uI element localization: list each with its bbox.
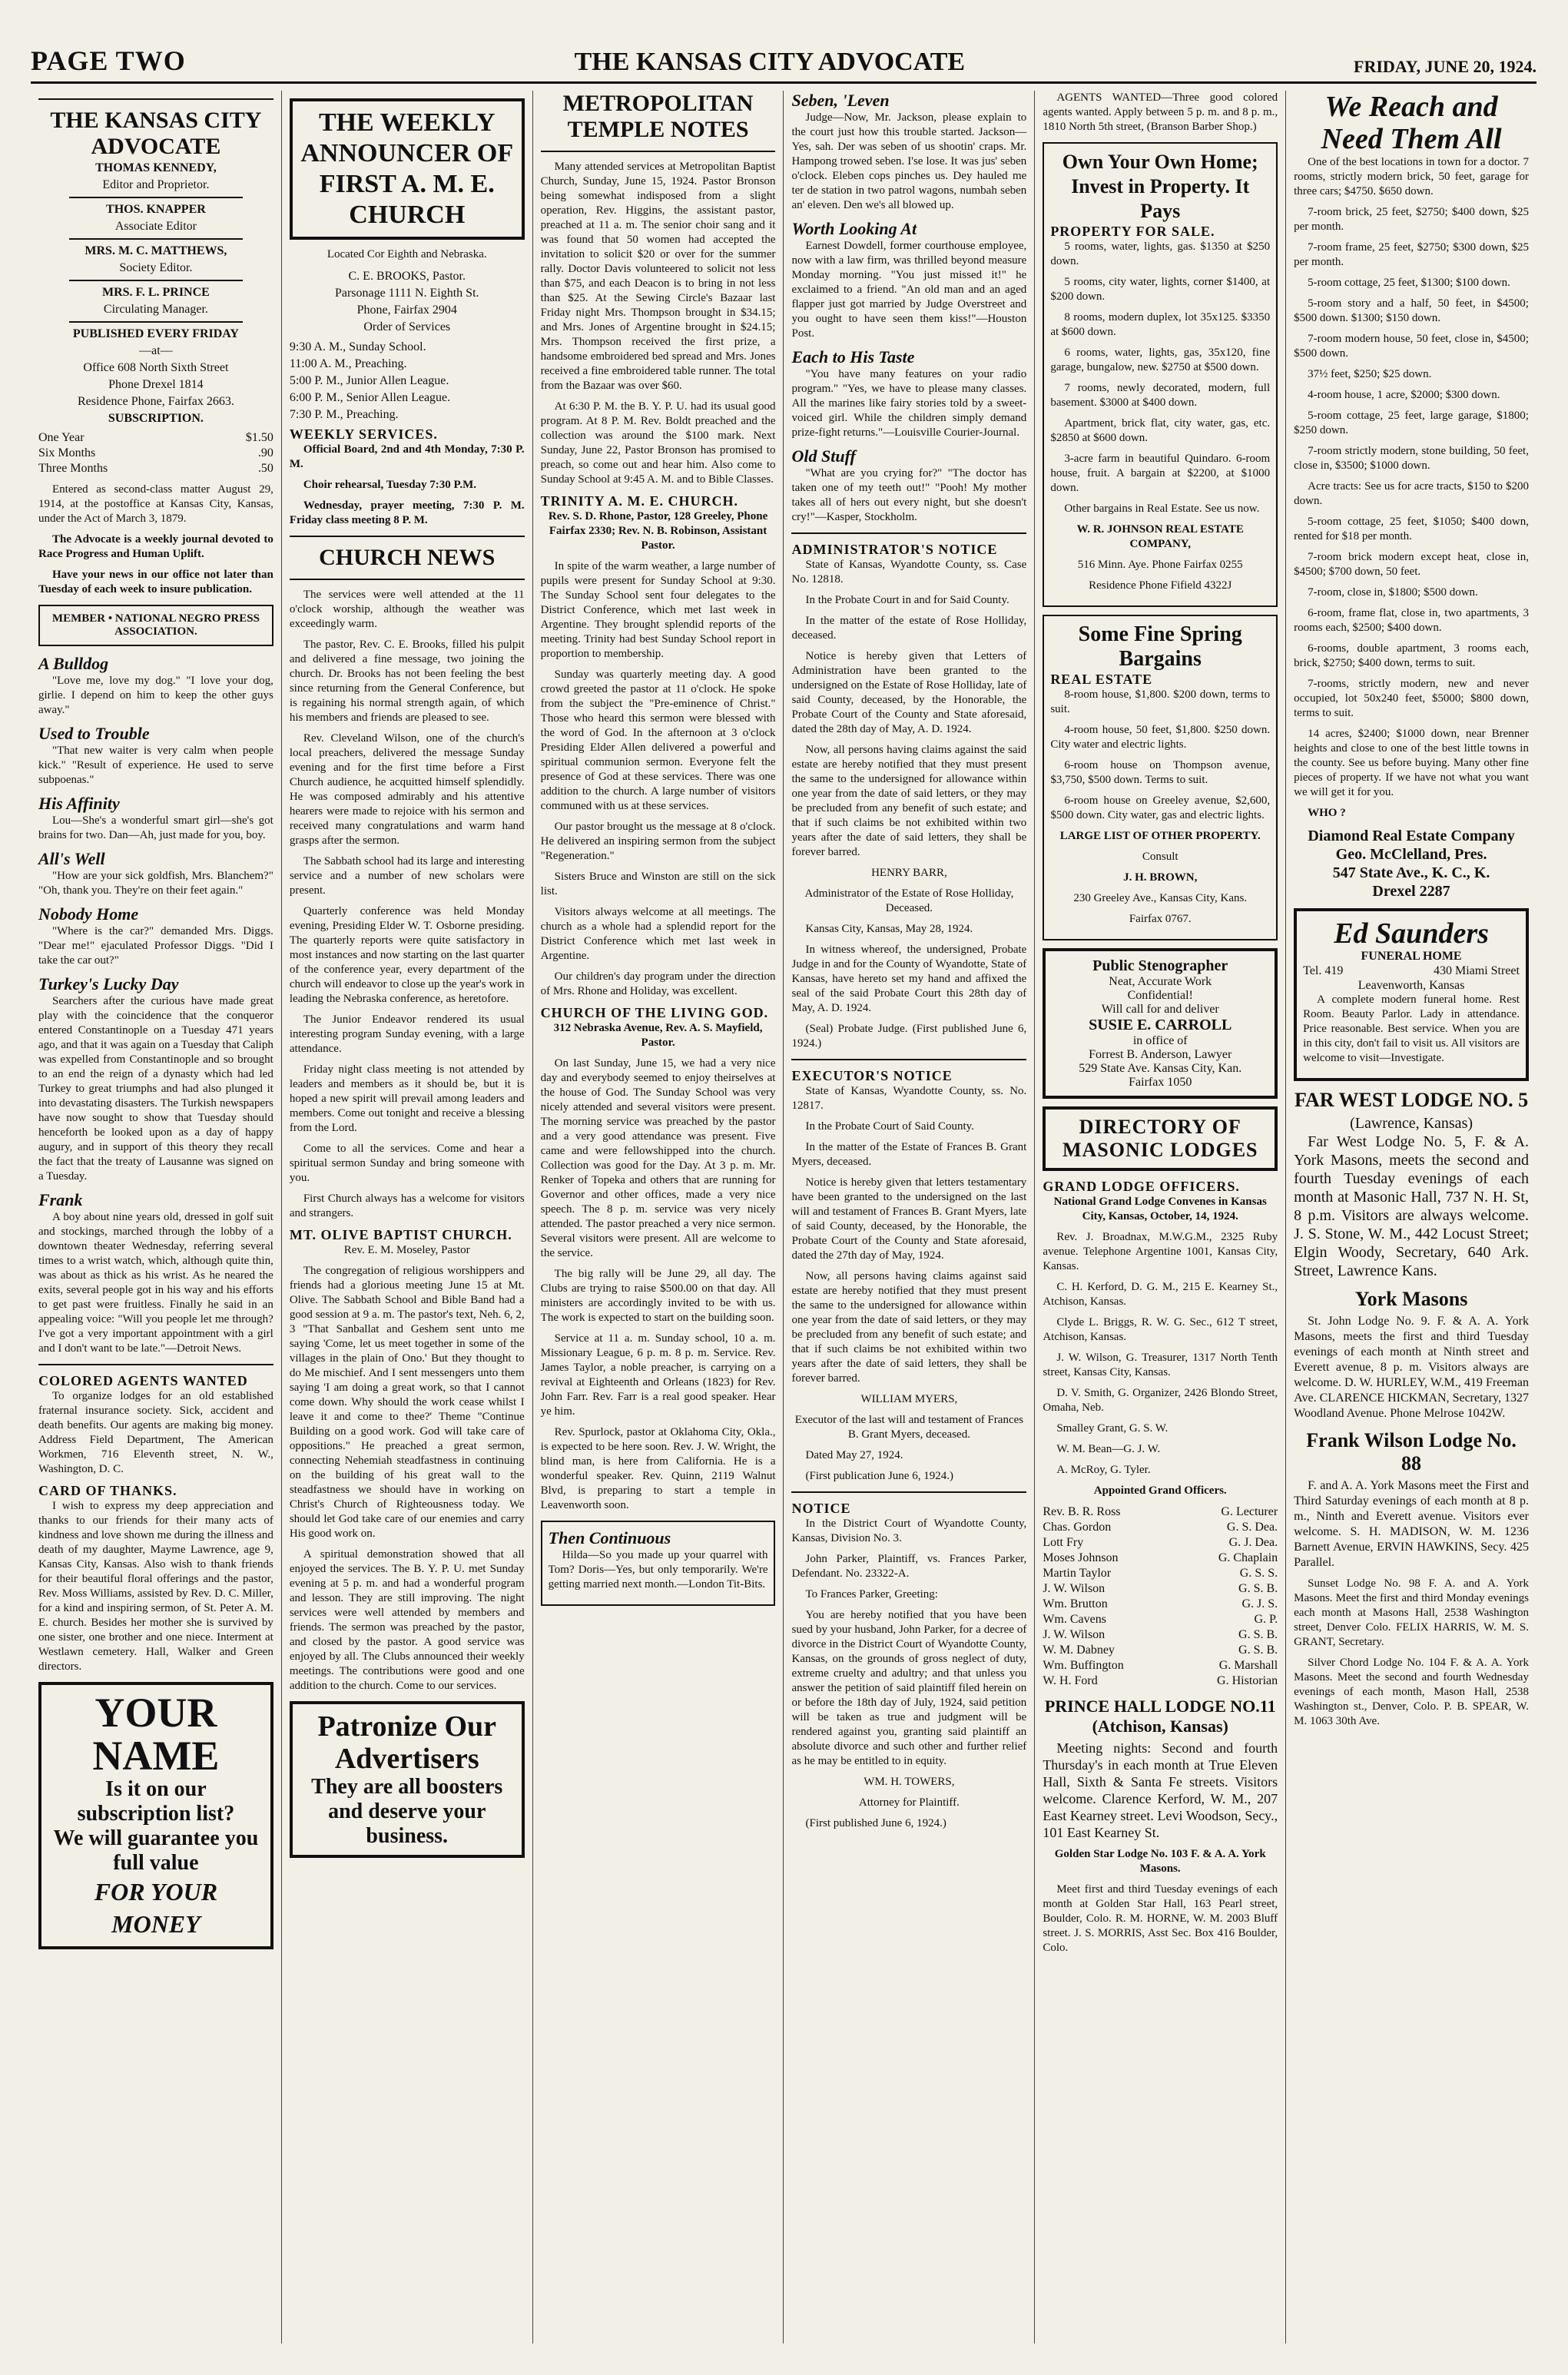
joke-heading: Used to Trouble	[38, 724, 150, 743]
joke-text: "That new waiter is very calm when people kick." "Result of experience. He used to serve subpoenas."	[38, 745, 273, 786]
paper-title: THE KANSAS CITY ADVOCATE	[50, 108, 262, 159]
church-location: Located Cor Eighth and Nebraska.	[327, 248, 487, 260]
far-west-heading: FAR WEST LODGE NO. 5	[1294, 1089, 1529, 1111]
exec-signature: Executor of the last will and testament of Frances B. Grant Myers, deceased.	[794, 1414, 1024, 1441]
officer-name: Lott Fry	[1043, 1536, 1084, 1549]
officer-name: J. W. Wilson	[1043, 1628, 1106, 1641]
property-ad	[1043, 142, 1278, 607]
officer-role: G. J. Dea.	[1228, 1536, 1278, 1549]
staff-line: Circulating Manager.	[103, 303, 208, 316]
brown-line: 230 Greeley Ave., Kansas City, Kans.	[1073, 892, 1248, 904]
staff-line: Associate Editor	[114, 220, 197, 233]
continuous-box	[541, 1521, 776, 1606]
info-line: C. E. BROOKS, Pastor.	[348, 270, 466, 283]
trinity-paragraph: Visitors always welcome at all meetings. The church as a whole had a splendid report for the District Conference which met last week in Argentine.	[540, 906, 776, 962]
frank-wilson-text: F. and A. A. York Masons meet the First and Third Saturday evenings of each month at 8 p. m., Ninth and Everett avenue. Visitors ever welcome. S. H. MADISON, W. M. 1236 Barnett Avenue, ERVIN HAWKINS, Secy. 425 Parallel.	[1294, 1479, 1529, 1569]
far-west-text: Far West Lodge No. 5, F. & A. York Masons, meets the second and fourth Tuesday evenings of each month at Masonic Hall, 737 N. H. St, 8 p.m. Visitors are always welcome. J. S. Stone, W. M., 442 Locust Street; Elgin Woody, Secretary, 640 Ark. Street, Lawrence Kans.	[1294, 1133, 1529, 1279]
sale-item: Apartment, brick flat, city water, gas, etc. $2850 at $600 down.	[1050, 417, 1271, 444]
re-item: 8-room house, $1,800. $200 down, terms to suit.	[1050, 688, 1271, 715]
seben-heading: Seben, 'Leven	[791, 91, 890, 110]
prince-hall-text: Meeting nights: Second and fourth Thursday's in each month at True Eleven Hall, Sixth & Santa Fe streets. Visitors welcome. Clarence Kerford, W. M., 207 East Kearney street. Levi Woodson, Secy., 101 East Kearney St.	[1043, 1740, 1278, 1840]
reach-item: Acre tracts: See us for acre tracts, $150 to $200 down.	[1294, 480, 1529, 507]
subscription-heading: SUBSCRIPTION.	[108, 412, 204, 425]
sub-price: $1.50	[245, 431, 273, 444]
officer-role: G. Lecturer	[1221, 1505, 1278, 1518]
worth-text: Earnest Dowdell, former courthouse employee, now with a law firm, was thrilled beyond measure Monday morning. "You just missed it!" he exclaimed to a friend. "An old man and an aged flapper just got married by Judge Overstreet and you ought to have seen them kiss!"—Houston Post.	[791, 240, 1027, 340]
officer-line: C. H. Kerford, D. G. M., 215 E. Kearney St., Atchison, Kansas.	[1043, 1281, 1278, 1308]
saunders-sub: FUNERAL HOME	[1361, 950, 1462, 963]
trinity-paragraph: Sunday was quarterly meeting day. A good crowd greeted the pastor at 11 o'clock. He spoke from the subject the "Pre-eminence of Christ." Those who heard this sermon were blessed with the word of God. In the afternoon at 3 o'clock Presiding Elder Allen delivered a powerful and spiritual communion sermon. Everyone felt the presence of God at these services. There was one addition to the church. A large number of visitors communed with us at these services.	[540, 668, 776, 812]
notice-signature: Attorney for Plaintiff.	[858, 1796, 960, 1809]
brown-line: J. H. BROWN,	[1123, 871, 1198, 884]
joke-heading: All's Well	[38, 849, 105, 868]
sale-item: 7 rooms, newly decorated, modern, full basement. $3000 at $400 down.	[1050, 382, 1271, 409]
column-5	[1035, 91, 1286, 2343]
news-paragraph: The Sabbath school had its large and interesting service and a number of new scholars were present.	[289, 855, 525, 897]
ad-line: YOUR NAME	[92, 1690, 220, 1779]
reach-item: 5-room cottage, 25 feet, large garage, $1800; $250 down.	[1294, 410, 1529, 436]
joke-heading: A Bulldog	[38, 654, 109, 673]
own-home-heading: Own Your Own Home; Invest in Property. It Pays	[1062, 151, 1258, 222]
trinity-heading: TRINITY A. M. E. CHURCH.	[540, 493, 739, 509]
officer-name: Chas. Gordon	[1043, 1521, 1112, 1534]
saunders-addr: 430 Miami Street	[1433, 964, 1520, 977]
agents-wanted: AGENTS WANTED—Three good colored agents wanted. Apply between 5 p. m. and 8 p. m., 1810 North 5th street, (Branson Barber Shop.)	[1043, 91, 1278, 133]
steno-line: Confidential!	[1127, 989, 1193, 1002]
brown-line: LARGE LIST OF OTHER PROPERTY.	[1059, 830, 1261, 842]
thanks-text: I wish to express my deep appreciation and thanks to our friends for their many acts of kindness and love shown me during the illness and death of my daughter, Mayme Lawrence, age 9, Kansas City, Kansas. Also wish to thank friends for their beautiful floral offerings and the pastor, Rev. Moss Williams, assisted by Rev. D. C. Miller, for a kind and inspiring sermon, of St. Peter A. M. E. church. Besides her mother she is survived by one sister, one brother and one niece. Interment at Westlawn cemetery. Hall, Walker and Green directors.	[38, 1500, 273, 1673]
officer-role: G. J. S.	[1241, 1597, 1278, 1610]
metro-heading: METROPOLITAN TEMPLE NOTES	[562, 91, 754, 142]
exec-paragraph: State of Kansas, Wyandotte County, ss. No. 12817.	[791, 1085, 1027, 1112]
officer-line: J. W. Wilson, G. Treasurer, 1317 North Tenth street, Kansas City, Kansas.	[1043, 1352, 1278, 1378]
agents-text: To organize lodges for an old established fraternal insurance society. Sick, accident and death benefits. Our agents are making big money. Address Field Department, The American Workmen, 716 Eleventh street, N. W., Washington, D. C.	[38, 1390, 273, 1475]
appointed-list	[1043, 1504, 1278, 1689]
metro-paragraph: Many attended services at Metropolitan Baptist Church, Sunday, June 15, 1924. Pastor Bronson being somewhat indisposed from a slight operation, Rev. Higgins, the assistant pastor, preached at 11 a. m. The senior choir sang and it was found that 50 women had accepted the invitation to solicit $20 or over for the summer rally. Doctor Davis volunteered to solicit not less than $75, and each Deacon is to bring in not less than $25. At the Sewing Circle's Bazaar last Friday night Mrs. Thompson brought in $34.15; and Mrs. Jones of Argentine brought in $24.15; Mrs. Thompson received the first prize, a handsome embroidered bed spread and Mrs. Jones received a fine embroidered table runner. The total from the Bazaar was over $60.	[540, 161, 776, 392]
diamond-line: Drexel 2287	[1372, 883, 1450, 900]
staff-line: MRS. F. L. PRINCE	[101, 286, 210, 299]
service-line: 5:00 P. M., Junior Allen League.	[289, 374, 449, 387]
steno-line: Fairfax 1050	[1129, 1076, 1192, 1089]
admin-paragraph: Now, all persons having claims against the said estate are hereby notified that they must present the same to the undersigned for allowance within one year from the date of said letters, or they may be precluded from any benefit of such estate; and that if such claims be not exhibited within two years after the date of said letters, they shall be forever barred.	[791, 744, 1027, 858]
olive-heading: MT. OLIVE BAPTIST CHURCH.	[289, 1227, 512, 1242]
reach-item: 7-room brick modern except heat, close in, $4500; $700 down, 50 feet.	[1294, 551, 1529, 578]
staff-line: Society Editor.	[119, 261, 193, 274]
trinity-paragraph: Our children's day program under the direction of Mrs. Rhone and Holiday, was excellent.	[540, 970, 776, 997]
trinity-paragraph: Our pastor brought us the message at 8 o'clock. He delivered an inspiring sermon from the subject "Regeneration."	[540, 821, 776, 862]
officer-role: G. P.	[1254, 1613, 1278, 1626]
exec-signature: Dated May 27, 1924.	[805, 1449, 903, 1461]
living-paragraph: Rev. Spurlock, pastor at Oklahoma City, Okla., is expected to be here soon. Rev. J. W. Wright, the blind man, is here from California. He is a wonderful speaker. Rev. Quinn, 2119 Walnut Blvd, is preparing to start a temple in Leavenworth soon.	[540, 1426, 776, 1511]
reach-item: 7-rooms, strictly modern, new and never occupied, lot 50x240 feet, $5000; $800 down, terms to suit.	[1294, 678, 1529, 719]
exec-signature: WILLIAM MYERS,	[860, 1393, 958, 1405]
sub-price: .90	[257, 446, 273, 459]
brown-line: Fairfax 0767.	[1129, 913, 1192, 925]
subscription-ad	[38, 1682, 273, 1949]
joke-heading: Nobody Home	[38, 904, 139, 924]
officer-role: G. S. S.	[1239, 1567, 1278, 1580]
admin-heading: ADMINISTRATOR'S NOTICE	[791, 542, 998, 557]
appointed-heading: Appointed Grand Officers.	[1093, 1484, 1227, 1497]
reach-item: 6-room, frame flat, close in, two apartments, 3 rooms each, $2500; $400 down.	[1294, 607, 1529, 634]
joke-text: "How are your sick goldfish, Mrs. Blanchem?" "Oh, thank you. They're on their feet again."	[38, 870, 273, 897]
sale-item: 3-acre farm in beautiful Quindaro. 6-room house, fruit. A bargain at $2200, at $1000 down.	[1050, 453, 1271, 494]
re-item: 6-room house on Thompson avenue, $3,750, $500 down. Terms to suit.	[1050, 759, 1271, 786]
steno-line: Public Stenographer	[1092, 957, 1228, 974]
sale-item: 5 rooms, water, lights, gas. $1350 at $250 down.	[1050, 240, 1271, 267]
weekly-statement: The Advocate is a weekly journal devoted to Race Progress and Human Uplift.	[38, 533, 273, 560]
weekly-line: Choir rehearsal, Tuesday 7:30 P.M.	[303, 479, 476, 491]
sub-label: Three Months	[38, 462, 108, 475]
sub-label: Six Months	[38, 446, 96, 459]
ad-line: We will guarantee you full value	[53, 1826, 259, 1875]
admin-signature: Kansas City, Kansas, May 28, 1924.	[805, 923, 973, 935]
stenographer-ad	[1043, 948, 1278, 1099]
officer-name: Wm. Buffington	[1043, 1659, 1124, 1672]
newspaper-page	[31, 31, 1537, 2343]
reach-item: 7-room, close in, $1800; $500 down.	[1308, 586, 1478, 599]
announcer-header	[290, 98, 525, 240]
news-paragraph: First Church always has a welcome for visitors and strangers.	[289, 1192, 525, 1219]
admin-signature: Administrator of the Estate of Rose Holliday, Deceased.	[804, 887, 1014, 914]
paper-name: THE KANSAS CITY ADVOCATE	[574, 48, 966, 76]
admin-witness: In witness whereof, the undersigned, Probate Judge in and for the County of Wyandotte, State of Kansas, have hereto set my hand and affixed the seal of the said Probate Court this 28th day of May, A. D. 1924.	[791, 944, 1027, 1014]
reach-heading: We Reach and Need Them All	[1321, 91, 1502, 155]
column-1	[31, 91, 282, 2343]
reach-item: 7-room strictly modern, stone building, 50 feet, close in, $3500; $1000 down.	[1294, 445, 1529, 472]
staff-line: MRS. M. C. MATTHEWS,	[85, 244, 227, 257]
notice-paragraph: John Parker, Plaintiff, vs. Frances Parker, Defendant. No. 23322-A.	[791, 1553, 1027, 1580]
officer-name: Wm. Cavens	[1043, 1613, 1106, 1626]
service-line: 7:30 P. M., Preaching.	[289, 408, 399, 421]
patronize-ad	[290, 1701, 525, 1858]
ad-line: Patronize Our	[317, 1710, 496, 1743]
johnson-line: 516 Minn. Aye. Phone Fairfax 0255	[1077, 559, 1243, 571]
golden-star-heading: Golden Star Lodge No. 103 F. & A. A. York Masons.	[1054, 1848, 1266, 1875]
living-paragraph: The big rally will be June 29, all day. The Clubs are trying to raise $500.00 on that day. All ministers are accordingly invited to be with us. The work is expected to start on the building soon.	[540, 1268, 776, 1324]
staff-list	[38, 160, 273, 427]
reach-item: 7-room modern house, 50 feet, close in, $4500; $500 down.	[1294, 333, 1529, 360]
continuous-text: Hilda—So you made up your quarrel with Tom? Doris—Yes, but only temporarily. We're getting married next month.—London Tit-Bits.	[548, 1549, 768, 1591]
officer-line: Clyde L. Briggs, R. W. G. Sec., 612 T street, Atchison, Kansas.	[1043, 1316, 1278, 1343]
column-6	[1286, 91, 1537, 2343]
re-item: 6-room house on Greeley avenue, $2,600, $500 down. City water, gas and electric lights.	[1050, 794, 1271, 821]
ad-line: Advertisers	[334, 1743, 479, 1775]
reach-item: 5-room story and a half, 50 feet, in $4500; $500 down. $1300; $150 down.	[1294, 297, 1529, 324]
olive-paragraph: A spiritual demonstration showed that all enjoyed the services. The B. Y. P. U. met Sunday evening at 5 p. m. and had a wonderful program and lesson. They are still improving. The night services were well attended by members and friends. The sermon was preached by the pastor, and closed by the pastor. A good service was enjoyed by all. The Clubs announced their weekly meetings. The contributions were good and one addition to the church. Come to our services.	[289, 1548, 525, 1692]
officer-role: G. S. Dea.	[1226, 1521, 1278, 1534]
york-masons-heading: York Masons	[1354, 1288, 1468, 1310]
worth-heading: Worth Looking At	[791, 219, 917, 238]
admin-paragraph: In the Probate Court in and for Said County.	[805, 594, 1009, 606]
officer-name: Martin Taylor	[1043, 1567, 1112, 1580]
reach-item: 6-rooms, double apartment, 3 rooms each, brick, $2750; $400 down, terms to suit.	[1294, 642, 1529, 669]
news-paragraph: The pastor, Rev. C. E. Brooks, filled his pulpit and delivered a fine message, two joining the church. Dr. Brooks has not been feeling the best since returning from the General Conference, but is regaining his normal strength again, of which his members and friends are pleased to see.	[289, 639, 525, 724]
thanks-heading: CARD OF THANKS.	[38, 1483, 177, 1498]
issue-date: FRIDAY, JUNE 20, 1924.	[1354, 57, 1537, 76]
silver-chord-text: Silver Chord Lodge No. 104 F. & A. A. York Masons. Meet the second and fourth Wednesday evenings of each month, Mason Hall, 2538 Washington st., Denver, Colo. P. B. SPEAR, W. M. 1063 30th Ave.	[1294, 1657, 1529, 1727]
weekly-line: Wednesday, prayer meeting, 7:30 P. M. Friday class meeting 8 P. M.	[289, 499, 525, 526]
news-paragraph: The Junior Endeavor rendered its usual interesting program Sunday evening, with a large attendance.	[289, 1013, 525, 1055]
joke-text: "Love me, love my dog." "I love your dog, girlie. I depend on him to keep the other guys away."	[38, 675, 273, 716]
trinity-paragraph: Sisters Bruce and Winston are still on the sick list.	[540, 871, 776, 897]
notice-heading: NOTICE	[791, 1501, 851, 1516]
admin-seal: (Seal) Probate Judge. (First published June 6, 1924.)	[791, 1023, 1027, 1050]
olive-paragraph: The congregation of religious worshippers and friends had a glorious meeting June 15 at Mt. Olive. The Sabbath School and Bible Band had a good session at 9 a. m. The pastor's text, Neh. 6, 2, 3 "That Sanballat and Geshem sent unto me saying 'Come, let us meet together in some of the villages in the plain of Ono.' But they thought to do Me mischief. And I sent messengers unto them saying 'I am doing a great work, so that I cannot come down. Why should the work cease whilst I leave it and come to thee?' Theme "Continue Building on a good work. God will take care of oppositions." He preached a great sermon, connecting Nehemiah steadfastness in continuing on the building of his great wall to the steadfastness we should have in working on Christ's Church of Righteousness today. We should let God take care of our enemies and carry His good work on.	[289, 1265, 525, 1540]
sale-item: Other bargains in Real Estate. See us now.	[1064, 503, 1260, 515]
steno-line: Forrest B. Anderson, Lawyer	[1089, 1048, 1232, 1061]
officer-role: G. Chaplain	[1218, 1551, 1278, 1564]
officer-line: A. McRoy, G. Tyler.	[1056, 1464, 1151, 1476]
officer-name: Rev. B. R. Ross	[1043, 1505, 1121, 1518]
re-item: 4-room house, 50 feet, $1,800. $250 down. City water and electric lights.	[1050, 724, 1271, 751]
info-line: Order of Services	[363, 320, 451, 333]
announcer-title: THE WEEKLY ANNOUNCER OF FIRST A. M. E. CHURCH	[300, 108, 514, 229]
office-line: Residence Phone, Fairfax 2663.	[77, 395, 234, 408]
reach-item: 5-room cottage, 25 feet, $1300; $100 down.	[1308, 277, 1510, 289]
officer-role: G. S. B.	[1238, 1644, 1278, 1657]
subscription-rates	[38, 430, 273, 476]
column-2	[282, 91, 533, 2343]
living-paragraph: On last Sunday, June 15, we had a very nice day and everybody seemed to enjoy theirselves at the house of God. The Sunday School was very nicely attended and several visitors were present. The morning service was preached by the pastor and a very good attendance was present. Five came and were fellowshipped into the church. Collection was good for the Day. At 3 p. m. Mr. Renker of Topeka and others that are running for Governor and other offices, made a very nice speech. The 8 p. m. service was very nicely attended. The pastor preached a very nice sermon. Several visitors were present. All are welcome to the service.	[540, 1057, 776, 1259]
info-line: Parsonage 1111 N. Eighth St.	[334, 287, 479, 300]
trinity-info: Rev. S. D. Rhone, Pastor, 128 Greeley, Phone Fairfax 2330; Rev. N. B. Robinson, Assistant Pastor.	[548, 510, 768, 552]
officer-line: W. M. Bean—G. J. W.	[1056, 1443, 1161, 1455]
officer-role: G. S. B.	[1238, 1582, 1278, 1595]
entered-notice: Entered as second-class matter August 29, 1914, at the postoffice at Kansas City, Kansas, under the Act of March 3, 1879.	[38, 483, 273, 525]
sale-item: 8 rooms, modern duplex, lot 35x125. $3350 at $600 down.	[1050, 311, 1271, 338]
metro-paragraph: At 6:30 P. M. the B. Y. P. U. had its usual good program. At 8 P. M. Rev. Boldt preached and the collection was around the $100 mark. Next Sunday, June 22, Pastor Bronson has promised to preach, so come out and hear him. Also come to Sunday School at 9:45 A. M. and to Bible Classes.	[540, 400, 776, 486]
grand-lodge-heading: GRAND LODGE OFFICERS.	[1043, 1179, 1240, 1194]
officer-name: W. M. Dabney	[1043, 1644, 1115, 1657]
service-line: 9:30 A. M., Sunday School.	[289, 340, 426, 353]
golden-star-text: Meet first and third Tuesday evenings of each month at Golden Star Hall, 163 Pearl street, Boulder, Colo. R. M. HORNE, W. M. 2003 Bluff street. J. S. MORRIS, Asst Sec. Box 416 Boulder, Colo.	[1043, 1883, 1278, 1954]
steno-line: SUSIE E. CARROLL	[1089, 1017, 1232, 1033]
saunders-tel: Tel. 419	[1303, 964, 1344, 977]
officer-name: Moses Johnson	[1043, 1551, 1119, 1564]
news-paragraph: Quarterly conference was held Monday evening, Presiding Elder W. T. Osborne presiding. The quarterly reports were quite satisfactory in most instances and now starting on the last quarter of the conference year, every department of the church will endeavor to close up the year's work in leading the Nebraska conference, as heretofore.	[289, 905, 525, 1005]
saunders-text: A complete modern funeral home. Rest Room. Beauty Parlor. Lady in attendance. Price reasonable. Best service. When you are in this city, don't fail to visit us. All visitors are welcome to visit—Investigate.	[1303, 993, 1520, 1064]
exec-paragraph: Now, all persons having claims against said estate are hereby notified that they must present the same to the undersigned for allowance within one year from the date of said letters, or they may be precluded from any benefit of such estate; and that if such claims be not exhibited within two years after the date of said letters, they shall be forever barred.	[791, 1270, 1027, 1385]
ad-line: Is it on our subscription list?	[77, 1777, 235, 1826]
exec-paragraph: In the matter of the Estate of Frances B. Grant Myers, deceased.	[791, 1141, 1027, 1168]
steno-line: 529 State Ave. Kansas City, Kan.	[1079, 1062, 1242, 1075]
office-line: —at—	[139, 344, 173, 357]
office-line: Phone Drexel 1814	[108, 378, 204, 391]
sub-price: .50	[257, 462, 273, 475]
joke-text: "Where is the car?" demanded Mrs. Diggs. "Dear me!" ejaculated Professor Diggs. "Did I take the car out?"	[38, 925, 273, 967]
service-line: 6:00 P. M., Senior Allen League.	[289, 391, 451, 404]
spring-heading: Some Fine Spring Bargains	[1078, 622, 1242, 671]
notice-paragraph: To Frances Parker, Greeting:	[805, 1588, 938, 1600]
admin-signature: HENRY BARR,	[871, 867, 947, 879]
notice-signature: WM. H. TOWERS,	[864, 1776, 955, 1788]
sale-item: 5 rooms, city water, lights, corner $1400, at $200 down.	[1050, 276, 1271, 303]
prince-hall-heading: PRINCE HALL LODGE NO.11 (Atchison, Kansas)	[1044, 1697, 1276, 1736]
johnson-line: Residence Phone Fifield 4322J	[1089, 579, 1232, 592]
officer-role: G. Historian	[1217, 1674, 1278, 1687]
church-info	[290, 268, 525, 336]
news-paragraph: Rev. Cleveland Wilson, one of the church's local preachers, delivered the message Sunday evening and for the first time before a First Church audience, he acquitted himself splendidly. He was composed admirably and his attentive hearers were made to rejoice with his sermon and received many congratulations and warm hand grasps after the sermon.	[289, 732, 525, 847]
reach-item: 37½ feet, $250; $25 down.	[1308, 368, 1432, 380]
service-line: 11:00 A. M., Preaching.	[289, 357, 407, 370]
staff-line: Editor and Proprietor.	[102, 178, 210, 191]
turkey-heading: Turkey's Lucky Day	[38, 974, 179, 993]
sale-item: 6 rooms, water, lights, gas, 35x120, fine garage, bungalow, new. $2750 at $500 down.	[1050, 347, 1271, 373]
news-paragraph: Come to all the services. Come and hear a spiritual sermon Sunday and bring someone with you.	[289, 1143, 525, 1184]
diamond-ad	[1294, 827, 1529, 901]
officer-name: W. H. Ford	[1043, 1674, 1098, 1687]
member-badge: MEMBER • NATIONAL NEGRO PRESS ASSOCIATION.	[38, 605, 273, 646]
column-4	[784, 91, 1035, 2343]
ad-line: They are all boosters and deserve your business.	[311, 1775, 503, 1848]
reach-item: 14 acres, $2400; $1000 down, near Brenner heights and close to one of the best little towns in the county. See us before buying. Many other fine pieces of property. If we have not what you want we will get it for you.	[1294, 728, 1529, 798]
info-line: Phone, Fairfax 2904	[356, 304, 457, 317]
weekly-heading: WEEKLY SERVICES.	[289, 426, 438, 442]
ad-line: FOR YOUR MONEY	[94, 1878, 218, 1938]
steno-line: in office of	[1132, 1034, 1188, 1047]
officer-role: G. Marshall	[1218, 1659, 1278, 1672]
office-line: Office 608 North Sixth Street	[83, 361, 229, 374]
diamond-line: Geo. McClelland, Pres.	[1335, 846, 1487, 863]
spring-ad	[1043, 615, 1278, 940]
news-paragraph: Friday night class meeting is not attended by leaders and members as it should be, but it is hoped a new spirit will prevail among leaders and members. Come out tonight and receive a blessing from the Lord.	[289, 1063, 525, 1134]
news-paragraph: The services were well attended at the 11 o'clock worship, although the weather was exceedingly warm.	[289, 589, 525, 630]
joke-heading: His Affinity	[38, 794, 120, 813]
saunders-heading: Ed Saunders	[1334, 917, 1489, 950]
olive-pastor: Rev. E. M. Moseley, Pastor	[343, 1244, 470, 1256]
agents-heading: COLORED AGENTS WANTED	[38, 1373, 248, 1388]
living-paragraph: Service at 11 a. m. Sunday school, 10 a. m. Missionary League, 6 p. m. 8 p. m. Service. Rev. James Taylor, a noble preacher, is carrying on a revival at Eighteenth and Orleans (1823) for Rev. John Farr. Rev. Farr is a real good speaker. Hear ye him.	[540, 1332, 776, 1418]
admin-paragraph: In the matter of the estate of Rose Holliday, deceased.	[791, 615, 1027, 642]
notice-paragraph: In the District Court of Wyandotte County, Kansas, Division No. 3.	[791, 1518, 1027, 1544]
frank-heading: Frank	[38, 1190, 83, 1209]
news-deadline: Have your news in our office not later than Tuesday of each week to insure publication.	[38, 569, 273, 595]
staff-line: THOMAS KENNEDY,	[95, 161, 217, 174]
diamond-line: 547 State Ave., K. C., K.	[1332, 864, 1490, 881]
masonic-header	[1043, 1106, 1278, 1171]
brown-line: Consult	[1142, 851, 1178, 863]
officer-name: Wm. Brutton	[1043, 1597, 1108, 1610]
admin-paragraph: Notice is hereby given that Letters of Administration have been granted to the undersigned on the Estate of Rose Holliday, late of said County, deceased, by the Honorable, the Probate Court of the County and State aforesaid, dated the 28th day of May, A. D. 1924.	[791, 650, 1027, 735]
officer-line: Rev. J. Broadnax, M.W.G.M., 2325 Ruby avenue. Telephone Argentine 1001, Kansas City, Kansas.	[1043, 1231, 1278, 1272]
diamond-line: Diamond Real Estate Company	[1308, 828, 1515, 844]
old-text: "What are you crying for?" "The doctor has taken one of my teeth out!" "Pooh! My mother takes all of hers out every night, but she doesn't cry!"—Kasper, Stockholm.	[791, 467, 1027, 523]
officer-name: J. W. Wilson	[1043, 1582, 1106, 1595]
masonic-heading: DIRECTORY OF MASONIC LODGES	[1062, 1116, 1258, 1161]
sub-label: One Year	[38, 431, 85, 444]
reach-item: One of the best locations in town for a doctor. 7 rooms, strictly modern brick, 50 feet, garage for three cars; $4750. $650 down.	[1294, 156, 1529, 197]
page-number: PAGE TWO	[31, 45, 186, 76]
sunset-lodge-text: Sunset Lodge No. 98 F. A. and A. York Masons. Meet the first and third Monday evenings each month at Masons Hall, 2538 Washington street, Denver Colo. FELIX HARRIS, W. M. S. GRANT, Secretary.	[1294, 1577, 1529, 1648]
officer-line: Smalley Grant, G. S. W.	[1056, 1422, 1169, 1435]
seben-text: Judge—Now, Mr. Jackson, please explain to the court just how this trouble started. Jackson—Yes, sah. Der was seben of us shootin' craps. Mr. Hampong trowed seben. I'se lose. It was jus' seben o'clock. Eleben cops pinches us. Dey hauled me ter de station in two patrol wagons, numbah seben an' eleven. Den we's all blowed up.	[791, 111, 1027, 211]
taste-text: "You have many features on your radio program." "Yes, we have to please many classes. All the marines like fairy stories told by a sweet-voiced girl. While the children simply demand prize-fight returns."—Louisville Courier-Journal.	[791, 368, 1027, 439]
reach-item: WHO ?	[1308, 807, 1346, 819]
exec-paragraph: Notice is hereby given that letters testamentary have been granted to the undersigned on the last will and testament of Frances B. Grant Myers, late of said County, deceased, by the Honorable, the Probate Court of the County and State aforesaid, dated the 27th day of May, 1924.	[791, 1176, 1027, 1262]
continuous-heading: Then Continuous	[548, 1528, 671, 1547]
far-west-sub: (Lawrence, Kansas)	[1350, 1115, 1474, 1132]
real-estate-heading: REAL ESTATE	[1050, 672, 1153, 687]
exec-signature: (First publication June 6, 1924.)	[805, 1470, 953, 1482]
officer-line: D. V. Smith, G. Organizer, 2426 Blondo Street, Omaha, Neb.	[1043, 1387, 1278, 1414]
steno-line: Will call for and deliver	[1101, 1003, 1219, 1016]
service-list	[290, 339, 525, 423]
admin-paragraph: State of Kansas, Wyandotte County, ss. Case No. 12818.	[791, 559, 1027, 585]
exec-paragraph: In the Probate Court of Said County.	[805, 1120, 974, 1133]
frank-text: A boy about nine years old, dressed in golf suit and stockings, marched through the lobby of a downtown theater Wednesday, referring several times to a wrist watch, which, although quite thin, was about as thick as his wrist. As he neared the exits, several people got in his way and his efforts to get past were fruitless. Finally he said in an appealing voice: "Will you people let me through? I've got a very important appointment with a girl and I don't want to be late."—Detroit News.	[38, 1211, 273, 1355]
column-3	[533, 91, 784, 2343]
frank-wilson-heading: Frank Wilson Lodge No. 88	[1306, 1429, 1517, 1474]
reach-item: 4-room house, 1 acre, $2000; $300 down.	[1308, 389, 1500, 401]
trinity-paragraph: In spite of the warm weather, a large number of pupils were present for Sunday School at 9:30. The Sunday School sent four delegates to the District Conference, which met last week in Argentine. They brought splendid reports of the meeting. Trinity had best Sunday School report in proportion to membership.	[540, 560, 776, 660]
sale-heading: PROPERTY FOR SALE.	[1050, 224, 1215, 239]
notice-signature: (First published June 6, 1924.)	[805, 1817, 946, 1829]
grand-lodge-convenes: National Grand Lodge Convenes in Kansas City, Kansas, October, 14, 1924.	[1053, 1196, 1267, 1222]
york-masons-text: St. John Lodge No. 9. F. & A. A. York Masons, meets the first and third Tuesday evenings of each month at Ninth street and Everett avenue, 8 p. m. Visitors always are welcome. D. W. HURLEY, W.M., 419 Freeman Ave. CLARENCE HICKMAN, Secretary, 1327 Woodland Avenue. Phone Melrose 1042W.	[1294, 1315, 1529, 1420]
masthead	[31, 31, 1537, 84]
notice-paragraph: You are hereby notified that you have been sued by your husband, John Parker, for a decree of divorce in the District Court of Wyandotte County, Kansas, on the grounds of gross neglect of duty, extreme cruelty and adultry; and that unless you answer the petition of said plaintiff filed herein on or before the 18th day of July, 1924, said petition will be taken as true and judgment will be rendered against you, granting said plaintiff an absolute divorce and such other and further relief as he may be entitled to in equity.	[791, 1609, 1027, 1767]
living-god-info: 312 Nebraska Avenue, Rev. A. S. Mayfield, Pastor.	[553, 1022, 763, 1049]
exec-heading: EXECUTOR'S NOTICE	[791, 1068, 953, 1083]
reach-item: 5-room cottage, 25 feet, $1050; $400 down, rented for $18 per month.	[1294, 516, 1529, 542]
officer-role: G. S. B.	[1238, 1628, 1278, 1641]
church-news-heading: CHURCH NEWS	[319, 545, 496, 570]
saunders-ad	[1294, 908, 1529, 1081]
steno-line: Neat, Accurate Work	[1109, 975, 1212, 988]
joke-text: Lou—She's a wonderful smart girl—she's got brains for two. Dan—Ah, just made for you, boy.	[38, 814, 273, 841]
weekly-line: Official Board, 2nd and 4th Monday, 7:30 P. M.	[289, 443, 525, 470]
turkey-text: Searchers after the curious have made great play with the coincidence that the conqueror entered Constantinople on a Tuesday 471 years ago, and that it was again on a Tuesday that Caliph was expelled from Constantinople and so brought to an end the reign of a dynasty which had led Turkey to great triumphs and had also plunged it into devastating disasters. The Turkish newspapers have now sought to show that Tuesday should henceforth be looked upon as a day of happy augury, and in support of this theory they recall the fact that the treaty of Lausanne was signed on a Tuesday.	[38, 995, 273, 1183]
johnson-line: W. R. JOHNSON REAL ESTATE COMPANY,	[1076, 523, 1244, 550]
reach-item: 7-room brick, 25 feet, $2750; $400 down, $25 per month.	[1294, 206, 1529, 233]
living-god-heading: CHURCH OF THE LIVING GOD.	[540, 1005, 769, 1020]
saunders-city: Leavenworth, Kansas	[1357, 979, 1465, 992]
published-line: PUBLISHED EVERY FRIDAY	[72, 327, 239, 340]
reach-item: 7-room frame, 25 feet, $2750; $300 down, $25 per month.	[1294, 241, 1529, 268]
taste-heading: Each to His Taste	[791, 347, 915, 367]
staff-line: THOS. KNAPPER	[106, 203, 206, 216]
old-heading: Old Stuff	[791, 446, 856, 466]
